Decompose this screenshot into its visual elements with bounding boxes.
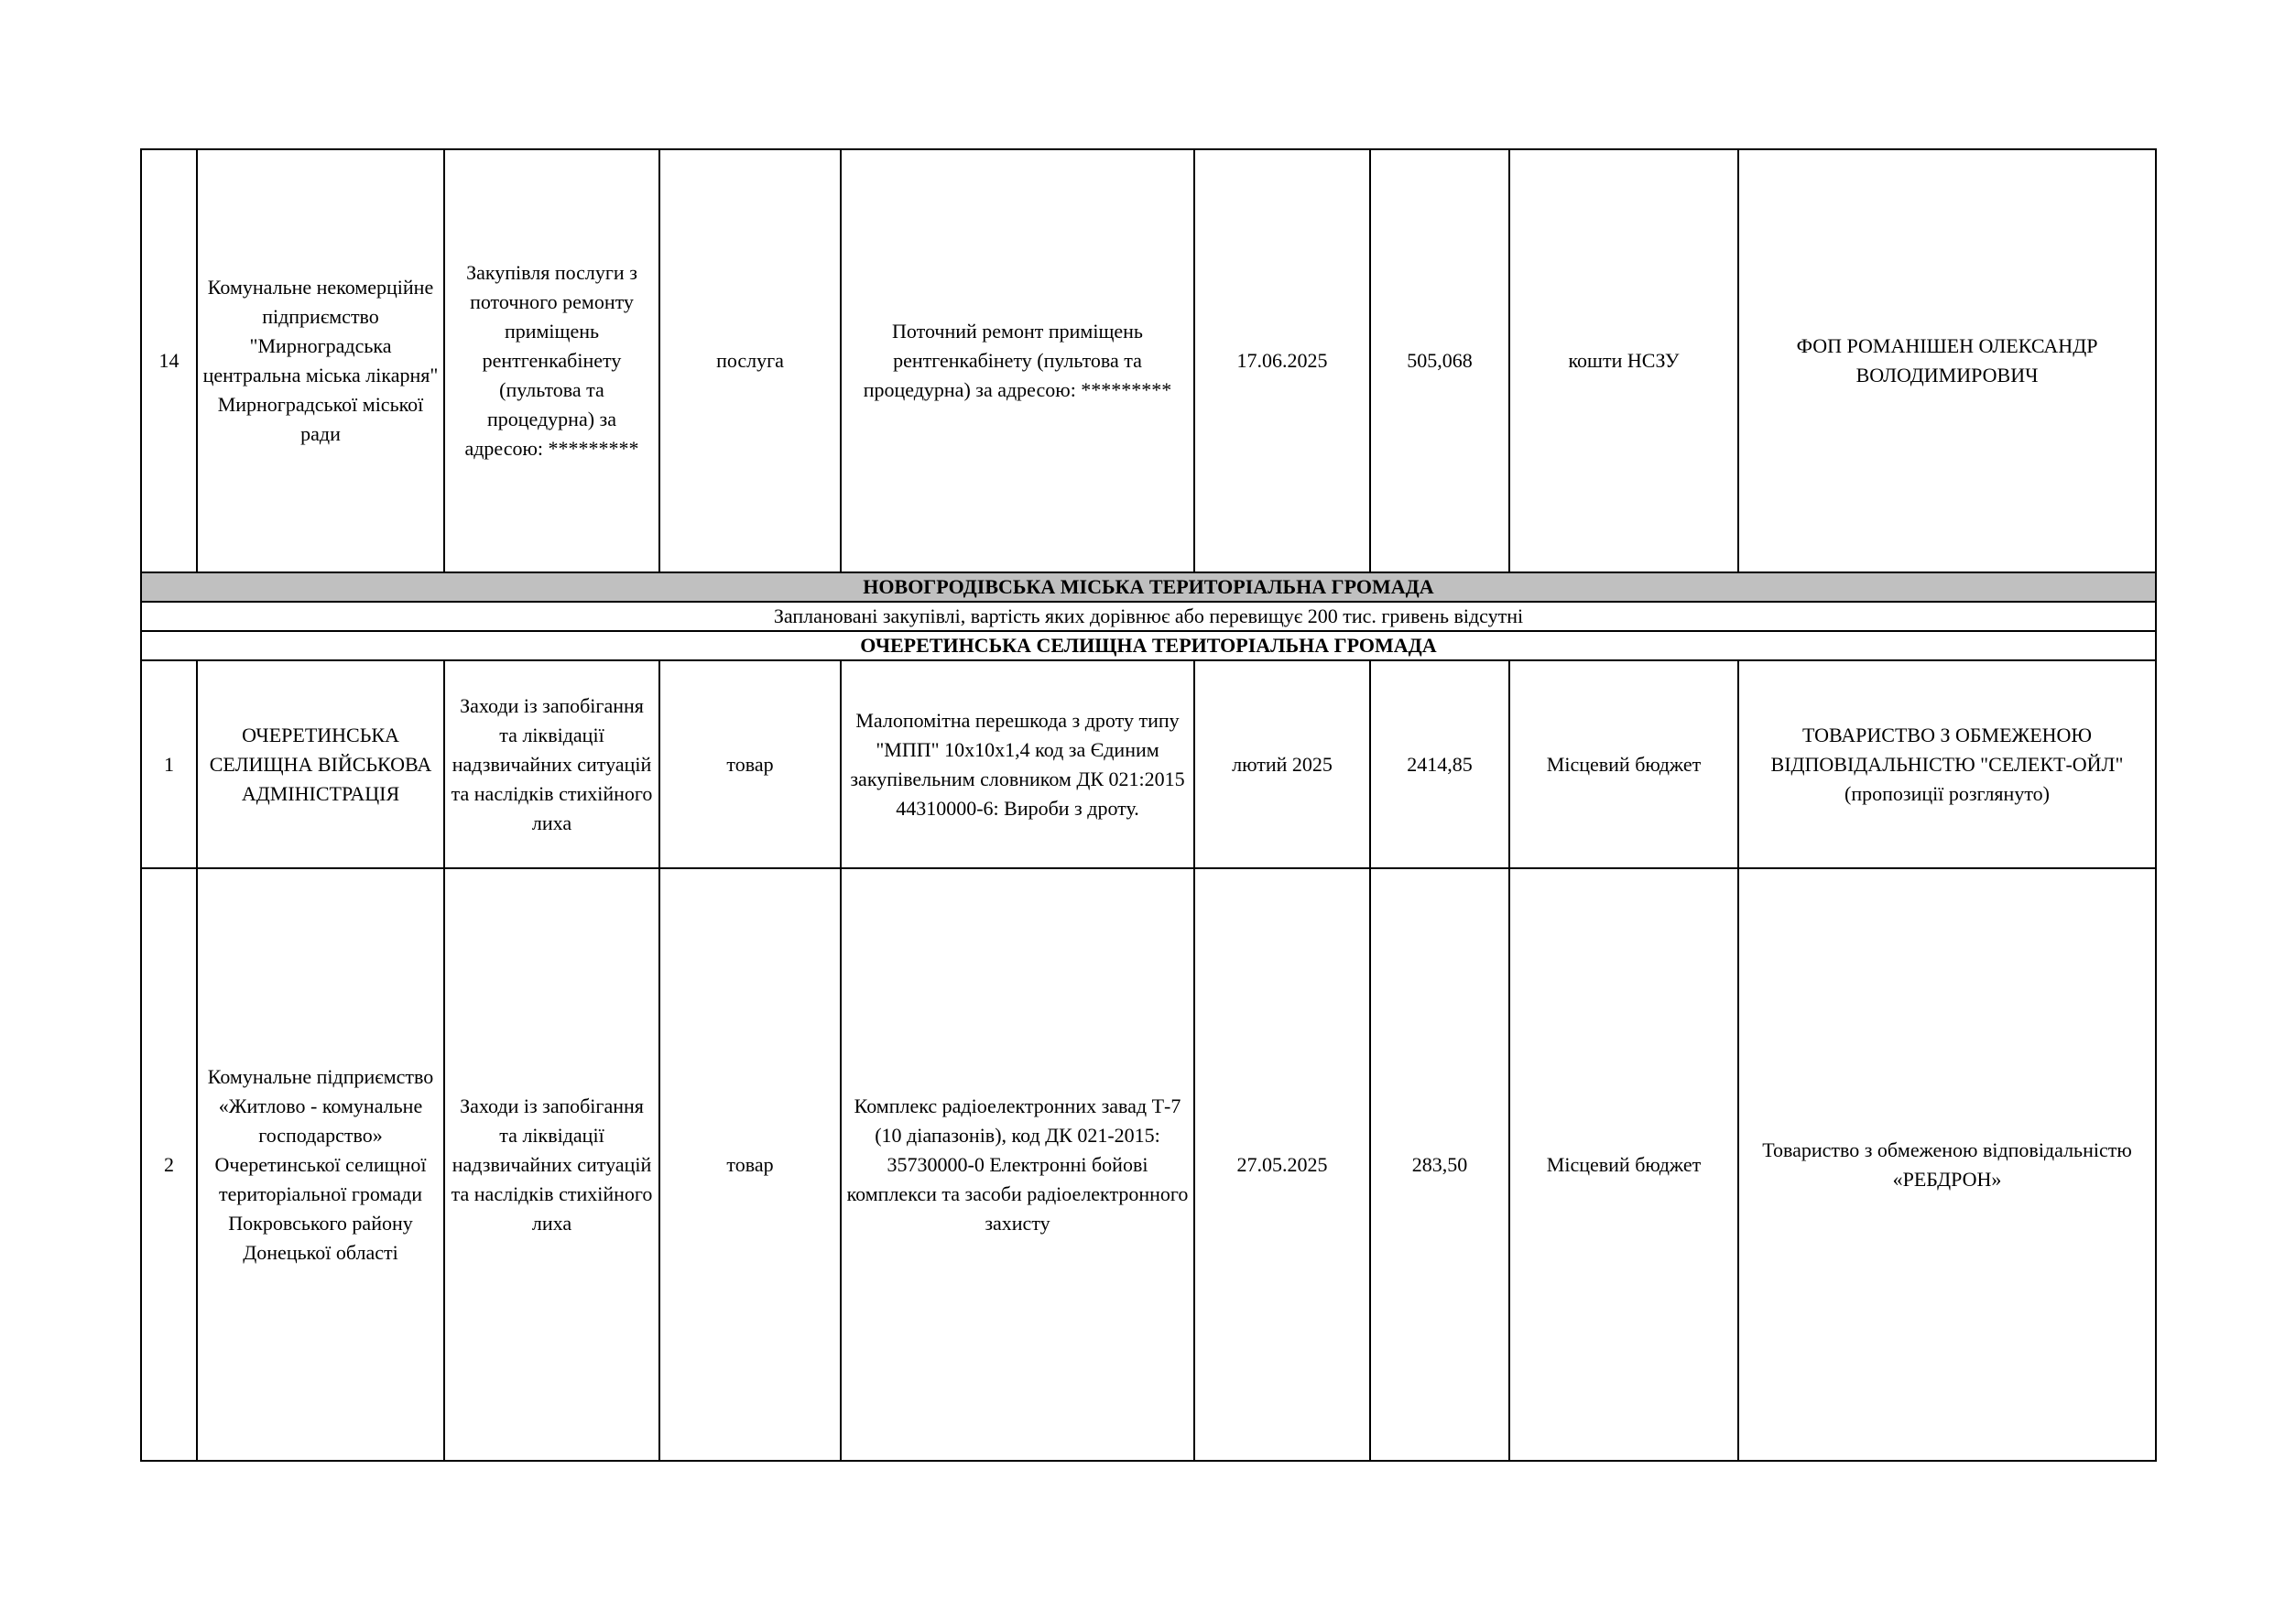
section-title-ocheretynska: ОЧЕРЕТИНСЬКА СЕЛИЩНА ТЕРИТОРІАЛЬНА ГРОМАДА (141, 631, 2156, 660)
purpose-cell: Заходи із запобігання та ліквідації надзвичайних ситуацій та наслідків стихійного лиха (444, 868, 659, 1461)
customer-cell: ОЧЕРЕТИНСЬКА СЕЛИЩНА ВІЙСЬКОВА АДМІНІСТРАЦІЯ (197, 660, 444, 868)
row-number: 14 (141, 149, 197, 572)
type-cell: послуга (659, 149, 841, 572)
procurement-table (140, 148, 2157, 1462)
purpose-cell: Закупівля послуги з поточного ремонту приміщень рентгенкабінету (пультова та процедурна) за адресою: ********* (444, 149, 659, 572)
type-cell: товар (659, 660, 841, 868)
date-cell: 27.05.2025 (1194, 868, 1370, 1461)
section-note-row (141, 602, 2156, 631)
funding-source-cell: Місцевий бюджет (1509, 868, 1738, 1461)
section-note: Заплановані закупівлі, вартість яких дорівнює або перевищує 200 тис. гривень відсутні (141, 602, 2156, 631)
row-number: 1 (141, 660, 197, 868)
section-title-novohrodivska: НОВОГРОДІВСЬКА МІСЬКА ТЕРИТОРІАЛЬНА ГРОМАДА (141, 572, 2156, 602)
date-cell: 17.06.2025 (1194, 149, 1370, 572)
amount-cell: 283,50 (1370, 868, 1509, 1461)
table-row (141, 149, 2156, 572)
table-row (141, 660, 2156, 868)
subject-cell: Поточний ремонт приміщень рентгенкабінету (пультова та процедурна) за адресою: ********* (841, 149, 1194, 572)
amount-cell: 2414,85 (1370, 660, 1509, 868)
funding-source-cell: кошти НСЗУ (1509, 149, 1738, 572)
section-header-row (141, 572, 2156, 602)
type-cell: товар (659, 868, 841, 1461)
supplier-cell: ТОВАРИСТВО З ОБМЕЖЕНОЮ ВІДПОВІДАЛЬНІСТЮ "СЕЛЕКТ-ОЙЛ" (пропозиції розглянуто) (1738, 660, 2156, 868)
section-header-row (141, 631, 2156, 660)
purpose-cell: Заходи із запобігання та ліквідації надзвичайних ситуацій та наслідків стихійного лиха (444, 660, 659, 868)
customer-cell: Комунальне некомерційне підприємство "Мирноградська центральна міська лікарня" Мирноградської міської ради (197, 149, 444, 572)
date-cell: лютий 2025 (1194, 660, 1370, 868)
table-row (141, 868, 2156, 1461)
supplier-cell: Товариство з обмеженою відповідальністю «РЕБДРОН» (1738, 868, 2156, 1461)
subject-cell: Комплекс радіоелектронних завад Т-7 (10 діапазонів), код ДК 021-2015: 35730000-0 Електронні бойові комплекси та засоби радіоелектронного захисту (841, 868, 1194, 1461)
row-number: 2 (141, 868, 197, 1461)
subject-cell: Малопомітна перешкода з дроту типу "МПП" 10х10х1,4 код за Єдиним закупівельним словником ДК 021:2015 44310000-6: Вироби з дроту. (841, 660, 1194, 868)
amount-cell: 505,068 (1370, 149, 1509, 572)
supplier-cell: ФОП РОМАНІШЕН ОЛЕКСАНДР ВОЛОДИМИРОВИЧ (1738, 149, 2156, 572)
customer-cell: Комунальне підприємство «Житлово - комунальне господарство» Очеретинської селищної територіальної громади Покровського району Донецької області (197, 868, 444, 1461)
funding-source-cell: Місцевий бюджет (1509, 660, 1738, 868)
